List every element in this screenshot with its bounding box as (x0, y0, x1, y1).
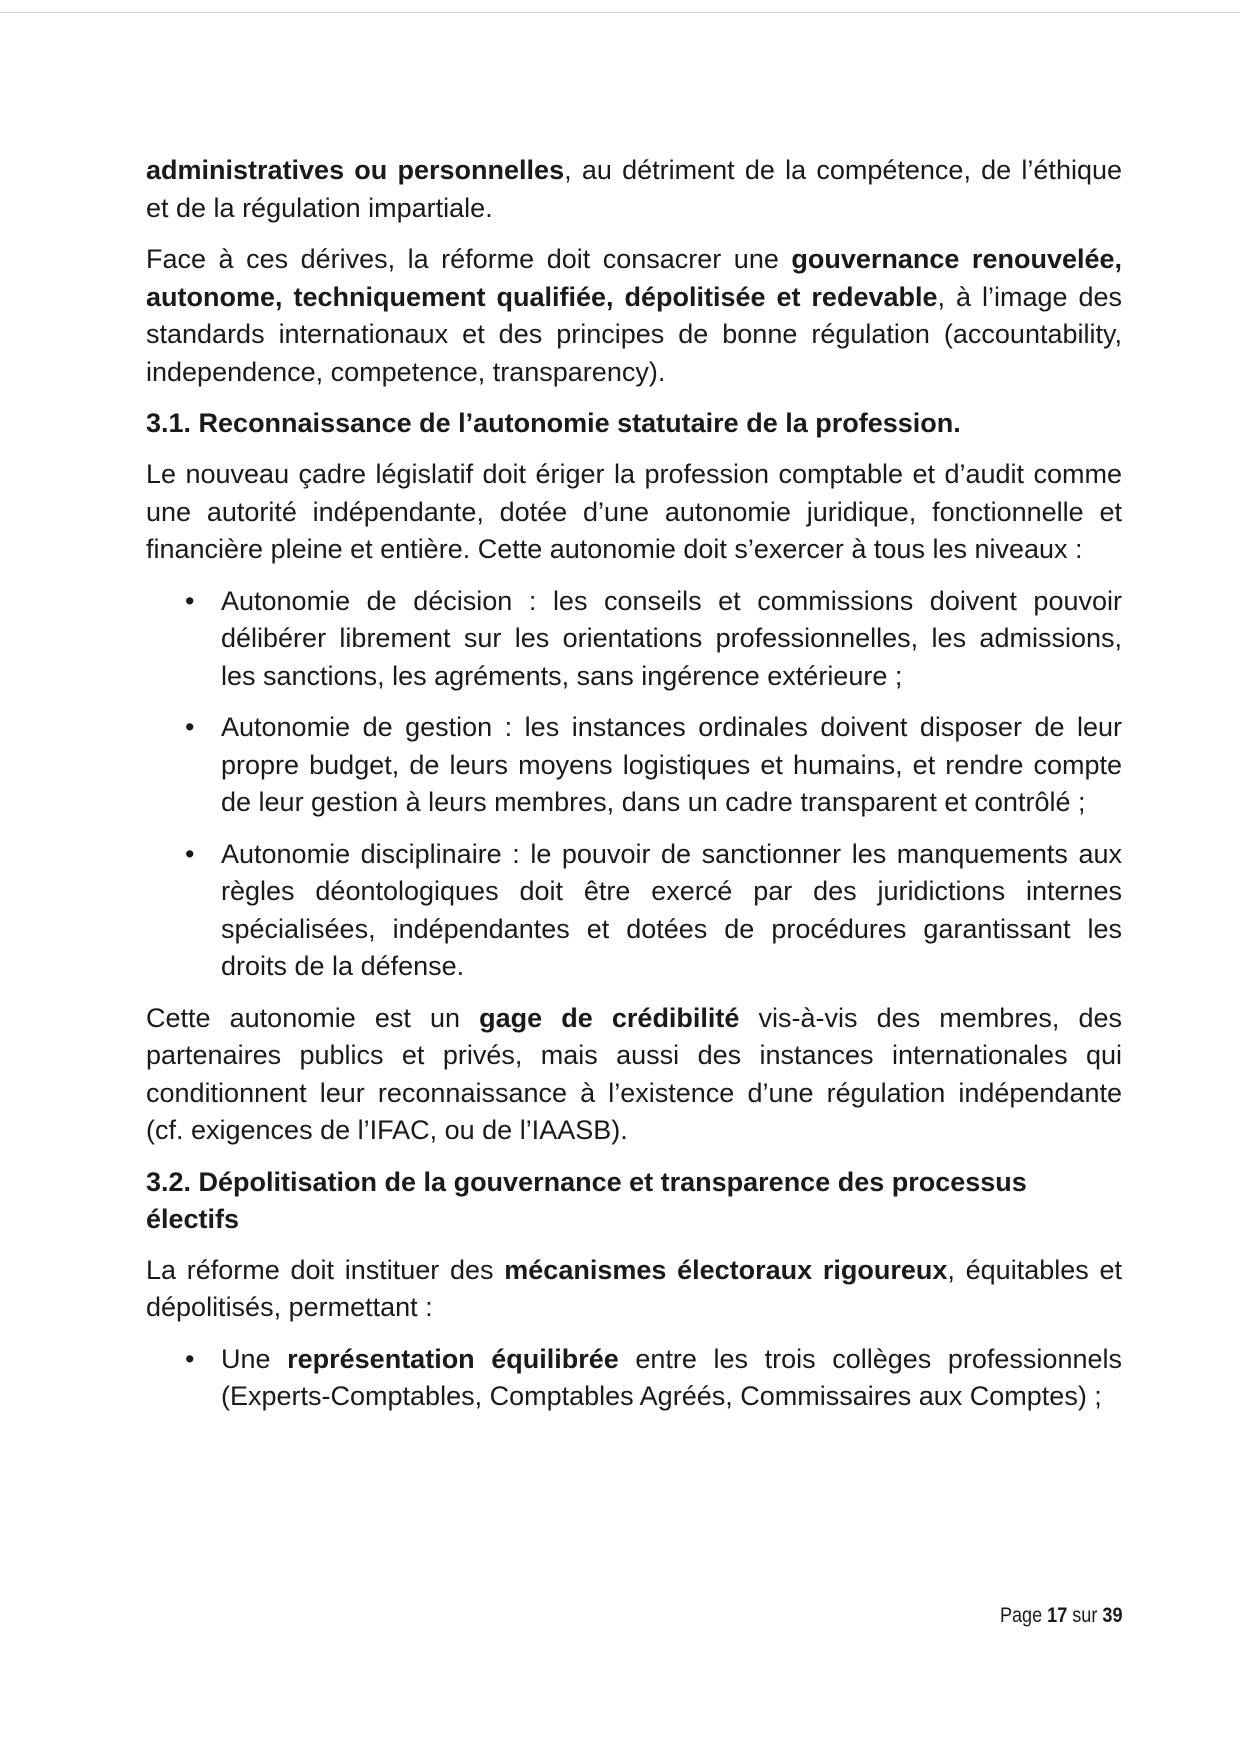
bold-phrase: mécanismes électoraux rigoureux (504, 1254, 948, 1285)
paragraph-text: , au détriment de la compétence, de l’éthique et de la régulation impartiale. (146, 155, 1123, 223)
bullet: • (185, 838, 195, 869)
paragraph-text: , à l’image des standards internationaux et des principes de bonne régulation (accountability, independence, competence, transparency). (146, 281, 1122, 387)
list-item-text: Une (221, 1343, 288, 1374)
section-heading-3-2: 3.2. Dépolitisation de la gouvernance et transparence des processus électifs (146, 1166, 1027, 1234)
total-pages: 39 (1101, 1604, 1122, 1627)
bold-phrase: administratives ou personnelles (146, 155, 565, 185)
of-word: sur (1071, 1604, 1097, 1627)
document-body (146, 152, 1122, 1416)
list-item (185, 583, 1122, 696)
current-page: 17 (1046, 1604, 1067, 1627)
paragraph-intro-continuation (146, 152, 1122, 227)
paragraph-text: vis-à-vis des membres, des partenaires publics et privés, mais aussi des instances internationales qui conditionnent leur reconnaissance à l’existence d’une régulation indépendante (cf. exigences de l’IFAC, ou de l’IAASB). (146, 1002, 1122, 1145)
paragraph-governance (146, 241, 1122, 391)
bullet: • (185, 712, 195, 742)
bold-phrase: gouvernance renouvelée, autonome, techniquement qualifiée, dépolitisée et redevable (146, 244, 1123, 312)
list-item-text: Autonomie de décision : les conseils et commissions doivent pouvoir délibérer librement sur les orientations professionnelles, les admissions, les sanctions, les agréments, sans ingérence extérieure ; (221, 585, 1122, 691)
paragraph-electoral (146, 1252, 1122, 1327)
list-item-text: entre les trois collèges professionnels (Experts-Comptables, Comptables Agréés, Commissaires aux Comptes) ; (221, 1343, 1122, 1411)
list-item-text: Autonomie disciplinaire : le pouvoir de sanctionner les manquements aux règles déontologiques doit être exercé par des juridictions internes spécialisées, indépendantes et dotées de procédures garantissant les droits de la défense. (221, 838, 1122, 981)
bullet: • (185, 1343, 195, 1374)
page-top-edge (0, 12, 1240, 13)
page-number (999, 1604, 1122, 1628)
paragraph-text: , équitables et dépolitisés, permettant : (146, 1254, 1122, 1322)
list-item (185, 836, 1122, 986)
section-heading-3-1: 3.1. Reconnaissance de l’autonomie statutaire de la profession. (146, 408, 961, 438)
autonomy-list (146, 583, 1122, 986)
electoral-list (146, 1341, 1122, 1416)
list-item-text: Autonomie de gestion : les instances ordinales doivent disposer de leur propre budget, de leurs moyens logistiques et humains, et rendre compte de leur gestion à leurs membres, dans un cadre transparent et contrôlé ; (221, 712, 1122, 817)
page-word: Page (999, 1604, 1042, 1627)
list-item (185, 709, 1122, 822)
paragraph-text: Cette autonomie est un (146, 1002, 480, 1033)
paragraph-text: La réforme doit instituer des (146, 1254, 505, 1285)
list-item (185, 1341, 1122, 1416)
paragraph-text: Face à ces dérives, la réforme doit consacrer une (146, 244, 792, 274)
bold-phrase: gage de crédibilité (479, 1002, 740, 1033)
paragraph-autonomy: Le nouveau çadre législatif doit ériger la profession comptable et d’audit comme une autorité indépendante, dotée d’une autonomie juridique, fonctionnelle et financière pleine et entière. Cette autonomie doit s’exercer à tous les niveaux : (146, 459, 1122, 564)
paragraph-credibility (146, 1000, 1122, 1150)
bullet: • (185, 585, 195, 616)
bold-phrase: représentation équilibrée (287, 1343, 619, 1374)
